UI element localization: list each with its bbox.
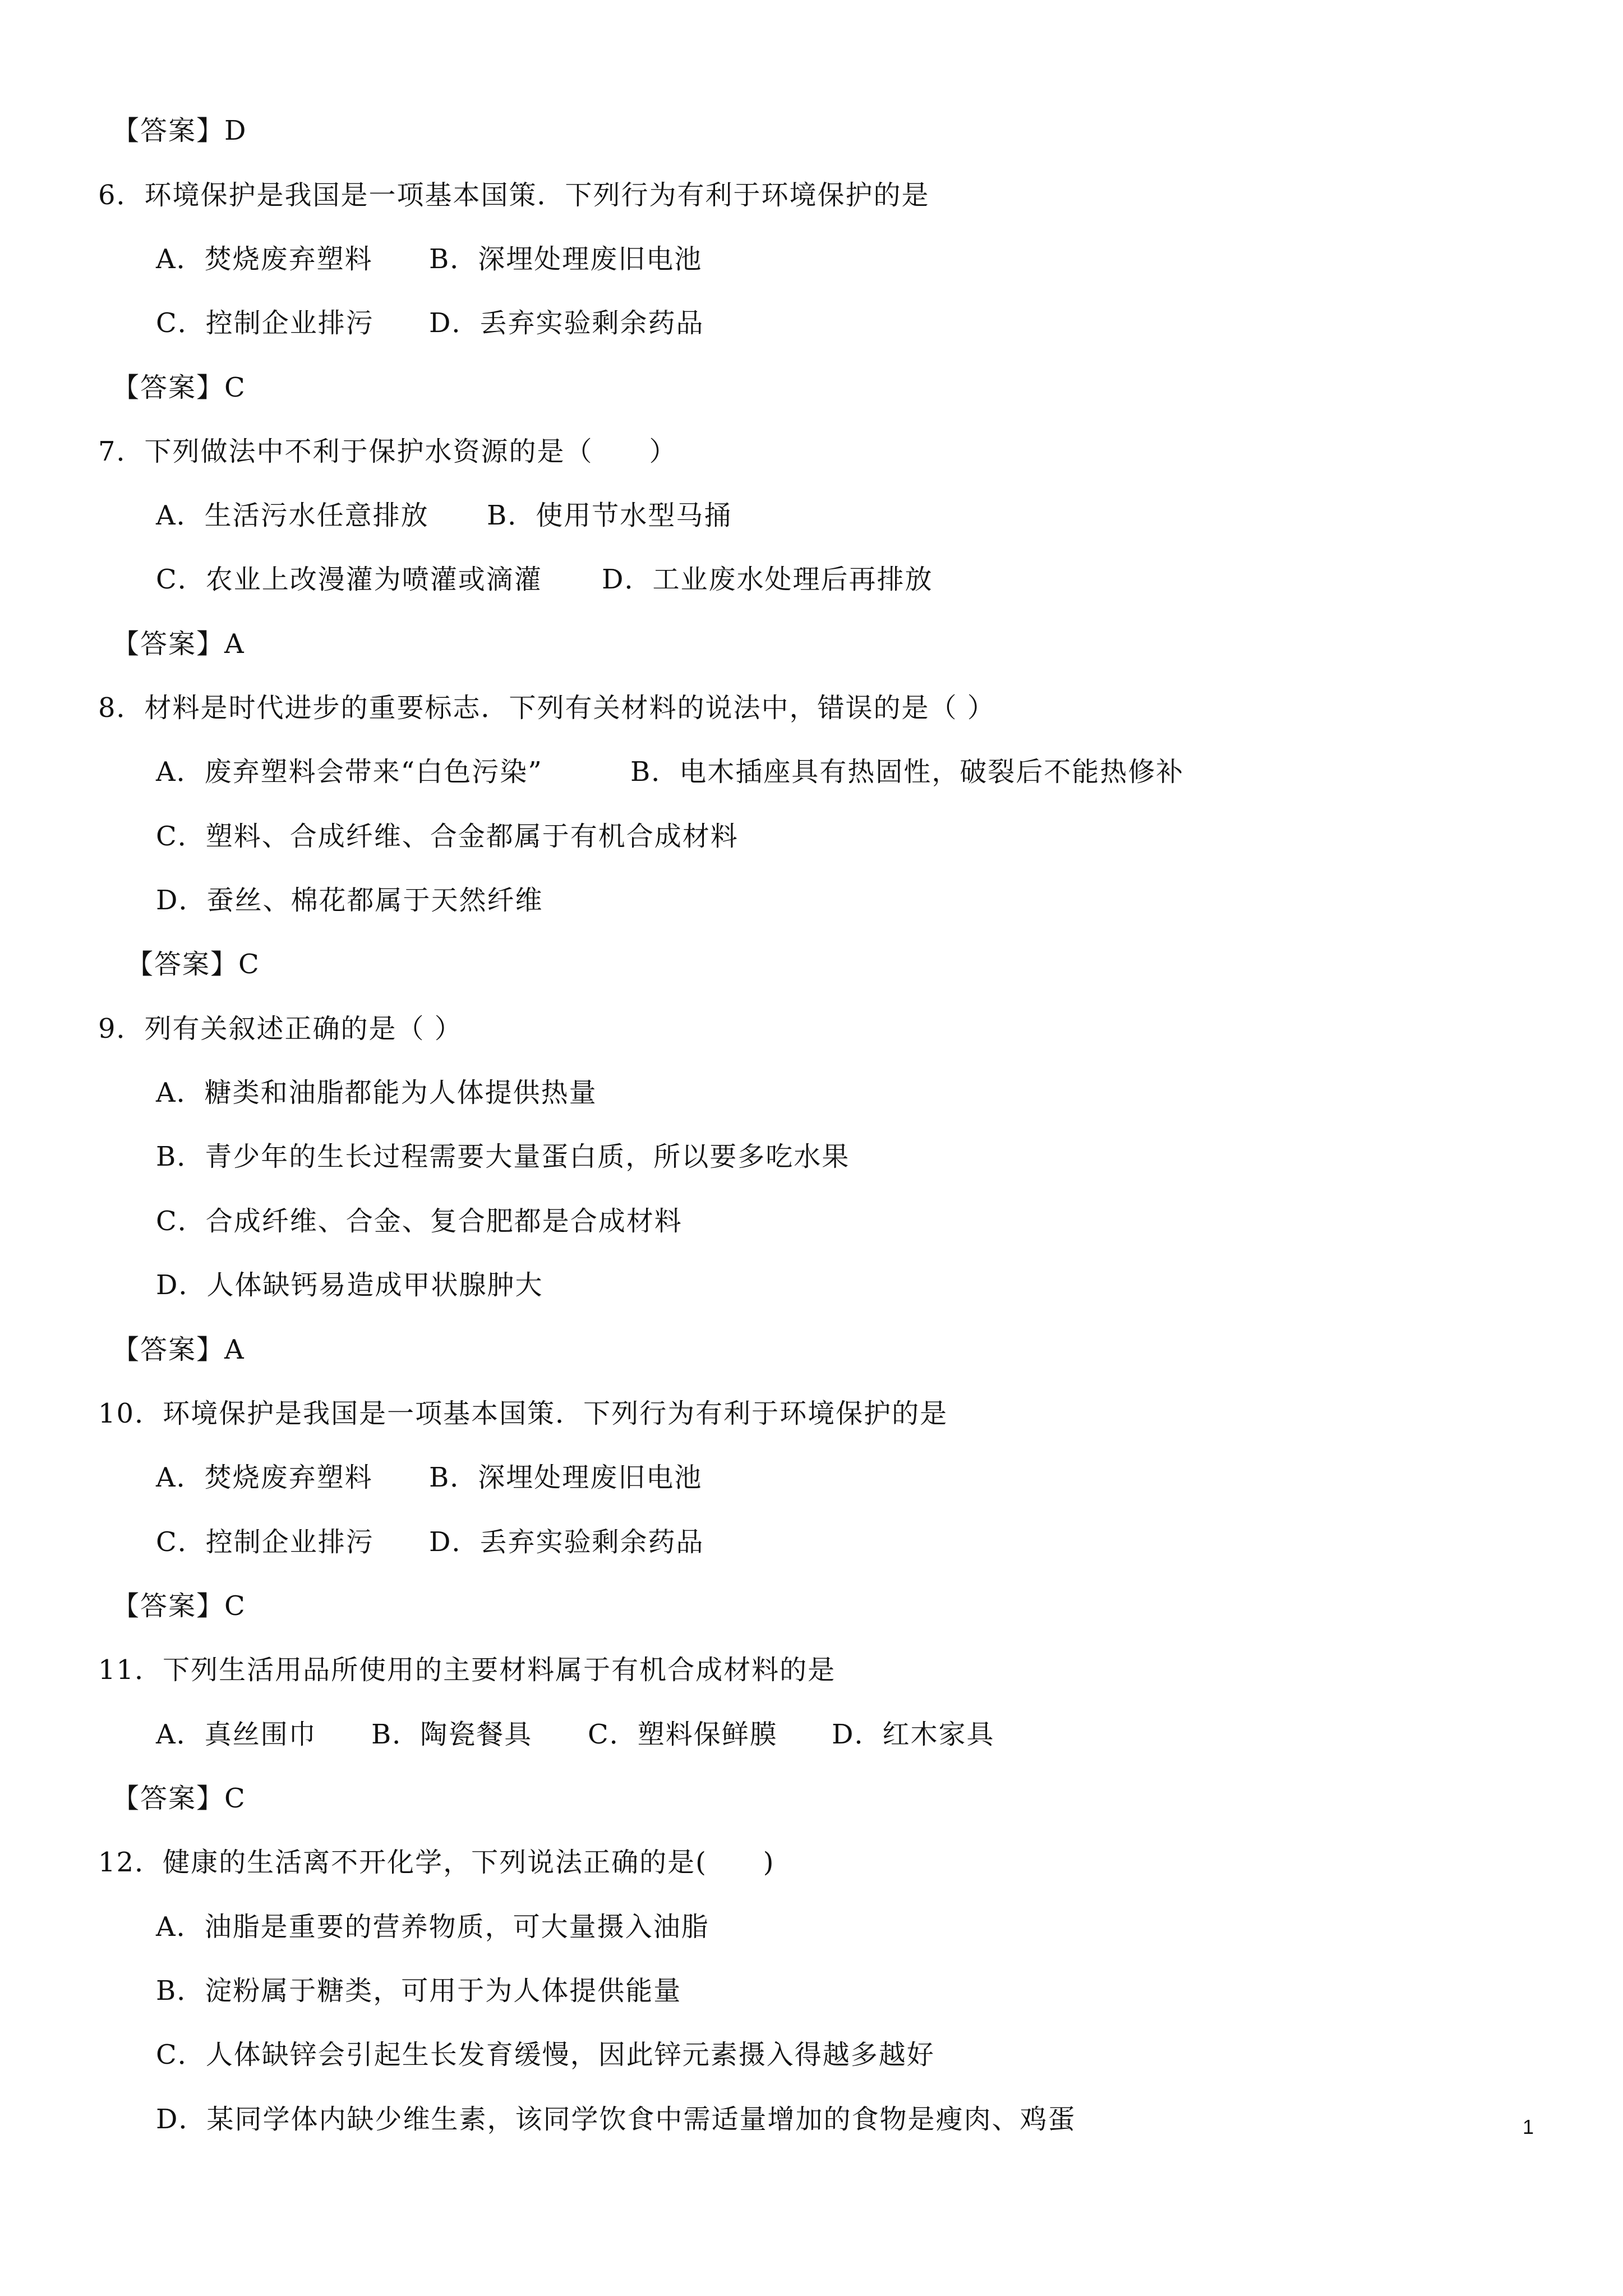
question-12-option-d: D．某同学体内缺少维生素，该同学饮食中需适量增加的食物是瘦肉、鸡蛋 (156, 2104, 1076, 2135)
question-7-option-c: C．农业上改漫灌为喷灌或滴灌 (156, 564, 542, 595)
question-7-option-a: A．生活污水任意排放 (156, 500, 429, 531)
answer-5: 【答案】D (112, 115, 247, 146)
answer-11: 【答案】C (112, 1783, 246, 1814)
page-number: 1 (1523, 2115, 1534, 2138)
question-9-stem: 9．列有关叙述正确的是（ ） (98, 1013, 463, 1045)
question-6-option-a: A．焚烧废弃塑料 (156, 243, 373, 275)
question-8-stem: 8．材料是时代进步的重要标志．下列有关材料的说法中，错误的是（ ） (98, 692, 995, 724)
answer-10: 【答案】C (112, 1590, 246, 1622)
question-11-option-c: C．塑料保鲜膜 (588, 1719, 778, 1750)
question-11-stem: 11．下列生活用品所使用的主要材料属于有机合成材料的是 (98, 1654, 836, 1686)
answer-8: 【答案】C (126, 949, 260, 980)
question-9-option-b: B．青少年的生长过程需要大量蛋白质，所以要多吃水果 (156, 1141, 850, 1172)
question-12-option-c: C．人体缺锌会引起生长发育缓慢，因此锌元素摄入得越多越好 (156, 2039, 935, 2070)
question-9-option-c: C．合成纤维、合金、复合肥都是合成材料 (156, 1205, 683, 1237)
question-12-stem: 12．健康的生活离不开化学，下列说法正确的是( ) (98, 1847, 775, 1878)
question-12-option-b: B．淀粉属于糖类，可用于为人体提供能量 (156, 1975, 682, 2007)
question-8-option-a: A．废弃塑料会带来“白色污染” (156, 756, 543, 788)
answer-7: 【答案】A (112, 628, 245, 660)
question-8-option-c: C．塑料、合成纤维、合金都属于有机合成材料 (156, 821, 739, 852)
question-10-option-a: A．焚烧废弃塑料 (156, 1462, 373, 1493)
question-6-option-c: C．控制企业排污 (156, 307, 374, 339)
question-10-option-b: B．深埋处理废旧电池 (429, 1462, 703, 1493)
question-10-stem: 10．环境保护是我国是一项基本国策．下列行为有利于环境保护的是 (98, 1398, 948, 1429)
question-10-option-c: C．控制企业排污 (156, 1526, 374, 1558)
question-6-option-b: B．深埋处理废旧电池 (429, 243, 703, 275)
question-9-option-a: A．糖类和油脂都能为人体提供热量 (156, 1077, 597, 1108)
question-11-option-d: D．红木家具 (832, 1719, 995, 1750)
question-6-option-d: D．丢弃实验剩余药品 (429, 307, 704, 339)
question-7-option-d: D．工业废水处理后再排放 (602, 564, 933, 595)
question-8-option-d: D．蚕丝、棉花都属于天然纤维 (156, 885, 543, 916)
question-6-stem: 6．环境保护是我国是一项基本国策．下列行为有利于环境保护的是 (98, 180, 930, 211)
question-7-stem: 7．下列做法中不利于保护水资源的是（ ） (98, 436, 677, 467)
question-7-option-b: B．使用节水型马捅 (487, 500, 732, 531)
answer-9: 【答案】A (112, 1334, 245, 1365)
question-11-option-b: B．陶瓷餐具 (371, 1719, 533, 1750)
question-11-option-a: A．真丝围巾 (156, 1719, 317, 1750)
question-8-option-b: B．电木插座具有热固性，破裂后不能热修补 (630, 756, 1184, 788)
answer-6: 【答案】C (112, 372, 246, 403)
question-9-option-d: D．人体缺钙易造成甲状腺肿大 (156, 1269, 543, 1301)
question-12-option-a: A．油脂是重要的营养物质，可大量摄入油脂 (156, 1911, 709, 1943)
question-10-option-d: D．丢弃实验剩余药品 (429, 1526, 704, 1558)
